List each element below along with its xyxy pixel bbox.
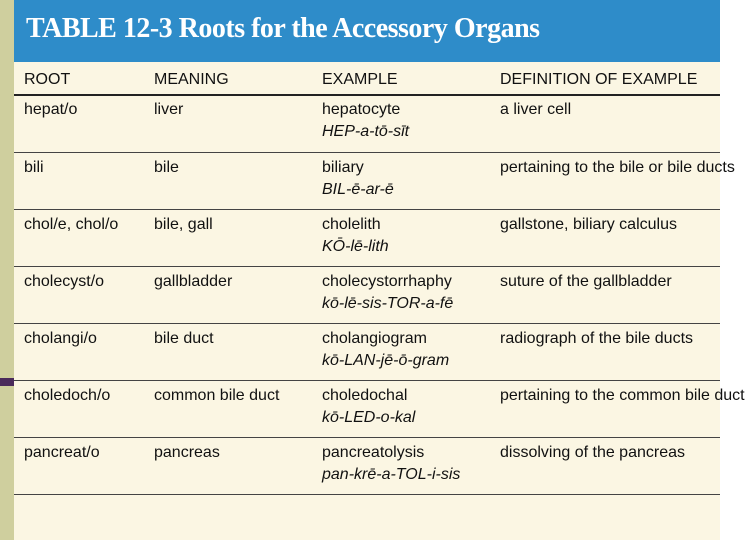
- example-cell: [322, 273, 453, 313]
- header-example: EXAMPLE: [322, 71, 398, 88]
- left-decorative-stripe: [0, 0, 14, 540]
- root-cell: cholecyst/o: [24, 273, 105, 290]
- pronunciation: kō-LED-o-kal: [322, 409, 416, 426]
- meaning-cell: pancreas: [154, 444, 220, 461]
- pronunciation: KŌ-lē-lith: [322, 238, 389, 255]
- table-row: [14, 438, 720, 495]
- definition-cell: suture of the gallbladder: [500, 273, 672, 290]
- pronunciation: kō-LAN-jē-ō-gram: [322, 352, 450, 369]
- header-meaning: MEANING: [154, 71, 229, 88]
- table-row: [14, 267, 720, 324]
- example-term: cholelith: [322, 216, 381, 233]
- pronunciation: kō-lē-sis-TOR-a-fē: [322, 295, 454, 312]
- root-cell: cholangi/o: [24, 330, 97, 347]
- pronunciation: BIL-ē-ar-ē: [322, 181, 394, 198]
- left-accent-bar: [0, 378, 14, 386]
- table-row: [14, 210, 720, 267]
- definition-cell: pertaining to the bile or bile ducts: [500, 159, 735, 176]
- example-term: hepatocyte: [322, 101, 401, 118]
- definition-cell: dissolving of the pancreas: [500, 444, 685, 461]
- meaning-cell: liver: [154, 101, 184, 118]
- example-cell: [322, 216, 389, 256]
- example-cell: [322, 330, 449, 370]
- table-title: TABLE 12-3 Roots for the Accessory Organs: [26, 13, 540, 44]
- meaning-cell: common bile duct: [154, 387, 280, 404]
- root-cell: bili: [24, 159, 44, 176]
- example-term: choledochal: [322, 387, 408, 404]
- definition-cell: radiograph of the bile ducts: [500, 330, 694, 347]
- example-term: biliary: [322, 159, 364, 176]
- header-definition: DEFINITION OF EXAMPLE: [500, 71, 698, 88]
- definition-cell: a liver cell: [500, 101, 572, 118]
- example-cell: [322, 444, 460, 484]
- pronunciation: pan-krē-a-TOL-i-sis: [322, 466, 461, 483]
- root-cell: chol/e, chol/o: [24, 216, 119, 233]
- example-cell: [322, 101, 409, 141]
- table-row: [14, 381, 745, 438]
- definition-cell: gallstone, biliary calculus: [500, 216, 677, 233]
- example-term: pancreatolysis: [322, 444, 425, 461]
- table-row: [14, 153, 735, 210]
- pronunciation: HEP-a-tō-sīt: [322, 123, 410, 140]
- example-term: cholecystorrhaphy: [322, 273, 452, 290]
- table-row: [14, 324, 720, 381]
- roots-table: [14, 0, 745, 540]
- table-title-bar: [14, 0, 720, 62]
- root-cell: hepat/o: [24, 101, 78, 118]
- table-row: [14, 95, 720, 152]
- meaning-cell: bile duct: [154, 330, 214, 347]
- root-cell: choledoch/o: [24, 387, 111, 404]
- example-cell: [322, 159, 394, 199]
- example-cell: [322, 387, 415, 427]
- root-cell: pancreat/o: [24, 444, 100, 461]
- table-header-row: [14, 62, 720, 94]
- header-root: ROOT: [24, 71, 71, 88]
- meaning-cell: bile: [154, 159, 179, 176]
- example-term: cholangiogram: [322, 330, 427, 347]
- definition-cell: pertaining to the common bile duct: [500, 387, 745, 404]
- meaning-cell: gallbladder: [154, 273, 233, 290]
- table-bottom-rule: [14, 494, 720, 495]
- meaning-cell: bile, gall: [154, 216, 213, 233]
